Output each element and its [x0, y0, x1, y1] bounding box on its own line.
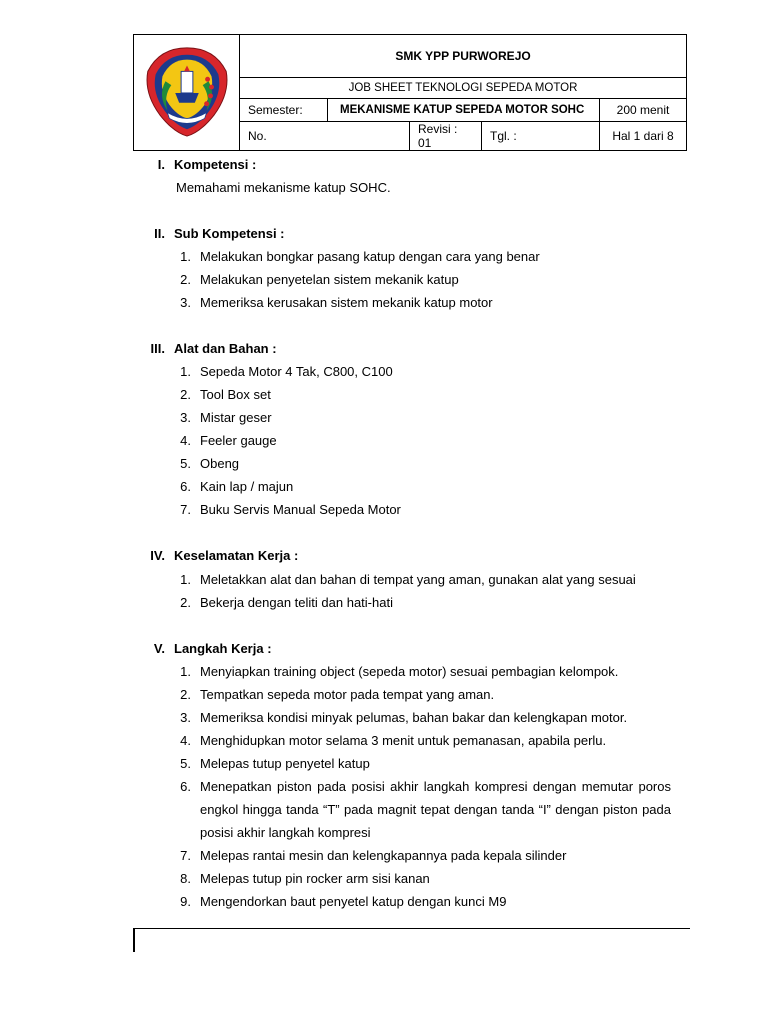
section-number: IV. [150, 548, 165, 563]
topic: MEKANISME KATUP SEPEDA MOTOR SOHC [328, 99, 600, 122]
page-info: Hal 1 dari 8 [600, 122, 687, 151]
footer-rule [133, 928, 690, 929]
school-name: SMK YPP PURWOREJO [240, 35, 687, 78]
sheet-title: JOB SHEET TEKNOLOGI SEPEDA MOTOR [240, 78, 687, 99]
revision: Revisi : 01 [410, 122, 482, 151]
section-number: II. [154, 226, 165, 241]
list-item-text-line: Menepatkan piston pada posisi akhir langkah kompresi dengan memutar poros [200, 779, 671, 794]
section-title: Langkah Kerja : [174, 641, 272, 656]
kompetensi-text: Memahami mekanisme katup SOHC. [176, 180, 391, 195]
semester-label: Semester: [240, 99, 328, 122]
date-label: Tgl. : [482, 122, 600, 151]
section-title: Kompetensi : [174, 157, 257, 172]
footer-corner-mark [133, 928, 135, 952]
duration: 200 menit [600, 99, 687, 122]
section-number: III. [150, 341, 165, 356]
section-number: I. [157, 157, 165, 172]
document-body: I. Kompetensi : Memahami mekanisme katup SOHC. II. Sub Kompetensi : 1. Melakukan bongkar pasang katup dengan cara yang benar 2. Melakukan penyetelan sistem mekanik katup 3. Memeriksa kerusakan sistem mekanik katup motor III. Alat dan Bahan : 1. Sepeda Motor 4 Tak, C800, C100 2. Tool Box set 3. Mistar geser 4. Feeler gauge 5. Obeng 6. Kain lap / majun 7. Buku Servis Manual Sepeda Motor IV. Keselamatan Kerja : 1. Meletakkan alat dan bahan di tempat yang aman, gunakan alat yang sesuai 2. Bekerja dengan teliti dan hati-hati V. Langkah Kerja : 1. Menyiapkan training object (sepeda motor) sesuai pembagian kelompok. 2. Tempatkan sepeda motor pada tempat yang aman. 3. Memeriksa kondisi minyak pelumas, bahan bakar dan kelengkapan motor. 4. Menghidupkan motor selama 3 menit untuk pemanasan, apabila perlu. 5. Melepas tutup penyetel katup 6. Menepatkan piston pada posisi akhir langkah kompresi dengan memutar poros engkol hingga tanda “T” pada magnit tepat dengan tanda “I” dengan piston pada posisi akhir langkah kompresi 7. Melepas rantai mesin dan kelengkapannya pada kepala silinder 8. Melepas tutup pin rocker arm sisi kanan 9. Mengendorkan baut penyetel katup dengan kunci M9 [0, 0, 768, 1024]
number-label: No. [240, 122, 410, 151]
section-title: Keselamatan Kerja : [174, 548, 299, 563]
section-title: Alat dan Bahan : [174, 341, 277, 356]
section-number: V. [153, 641, 165, 656]
list-item-text-line: posisi akhir langkah kompresi [200, 825, 371, 840]
list-item-text-line: engkol hingga tanda “T” pada magnit tepat dengan tanda “I” dengan piston pada [200, 802, 671, 817]
section-title: Sub Kompetensi : [174, 226, 285, 241]
